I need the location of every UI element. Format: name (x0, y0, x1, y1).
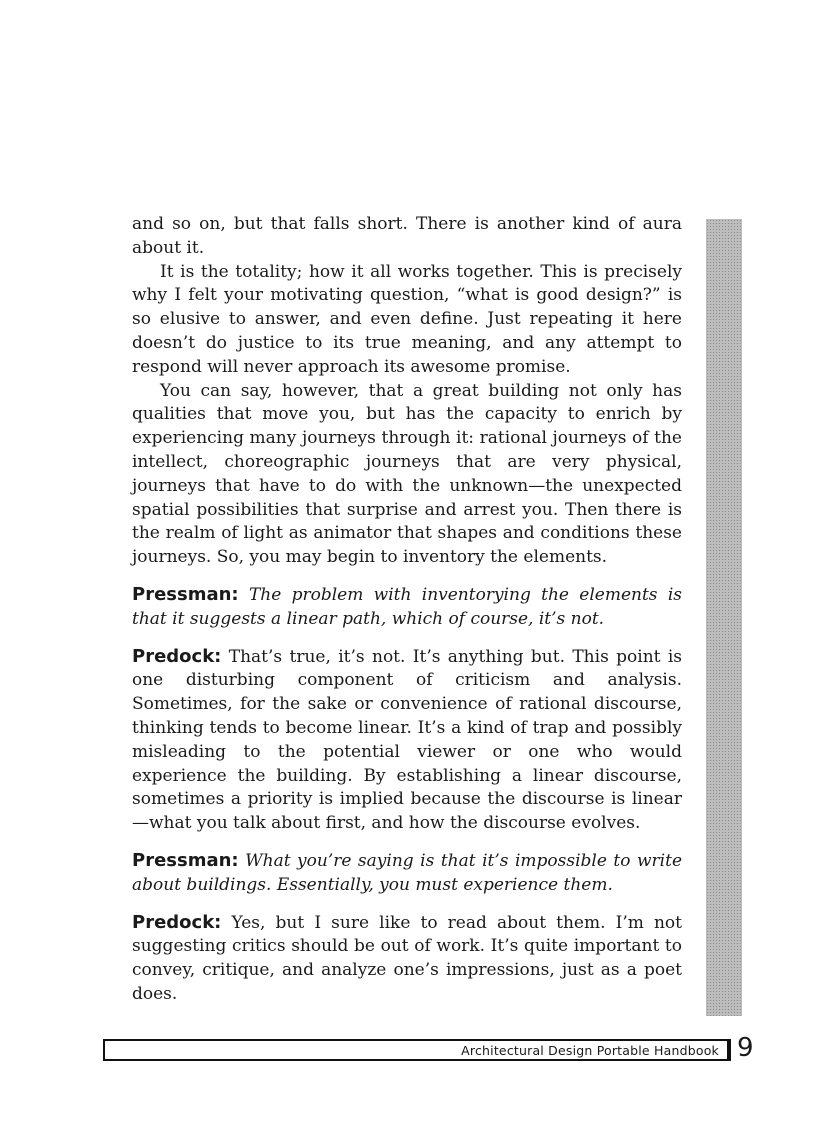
answer-text: That’s true, it’s not. It’s anything but. This point is one disturbing component of criticism and analysis. Sometimes, for the sake or convenience of rational discourse, thinking tends to become linear. It’s a kind of trap and possibly misleading to the potential viewer or one who would experience the building. By establishing a linear discourse, sometimes a priority is implied because the discourse is linear—what you talk about first, and how the discourse evolves. (132, 646, 683, 834)
main-text (132, 213, 682, 1007)
paragraph-continuation: and so on, but that falls short. There is another kind of aura about it. (132, 214, 682, 258)
paragraph-journeys: You can say, however, that a great building not only has qualities that move you, but has the capacity to enrich by experiencing many journeys through it: rational journeys of the intellect, choreographic journeys that are very physical, journeys that have to do with the unknown—the unexpected spatial possibilities that surprise and arrest you. Then there is the realm of light as animator that shapes and conditions these journeys. So, you may begin to inventory the elements. (132, 380, 682, 568)
running-footer (103, 1039, 731, 1061)
page-number: 9 (737, 1033, 754, 1063)
exchange-predock-1 (132, 645, 682, 836)
speaker-label: Predock: (132, 645, 222, 667)
speaker-label: Pressman: (132, 583, 239, 605)
exchange-predock-2 (132, 911, 682, 1007)
book-title: Architectural Design Portable Handbook (461, 1043, 719, 1058)
answer-text: Yes, but I sure like to read about them. I’m not suggesting critics should be out of work. It’s quite important to convey, critique, and analyze one’s impressions, just as a poet does. (132, 912, 682, 1004)
speaker-label: Predock: (132, 911, 222, 933)
question-text: The problem with inventorying the elements is that it suggests a linear path, which of course, it’s not. (132, 584, 683, 629)
exchange-pressman-1 (132, 583, 682, 632)
paragraph-totality: It is the totality; how it all works together. This is precisely why I felt your motivating question, “what is good design?” is so elusive to answer, and even define. Just repeating it here doesn’t do justice to its true meaning, and any attempt to respond will never approach its awesome promise. (132, 261, 682, 377)
speaker-label: Pressman: (132, 849, 239, 871)
question-text: What you’re saying is that it’s impossible to write about buildings. Essentially, you must experience them. (132, 850, 683, 895)
chapter-thumb-tab (706, 219, 742, 1016)
exchange-pressman-2 (132, 849, 682, 898)
